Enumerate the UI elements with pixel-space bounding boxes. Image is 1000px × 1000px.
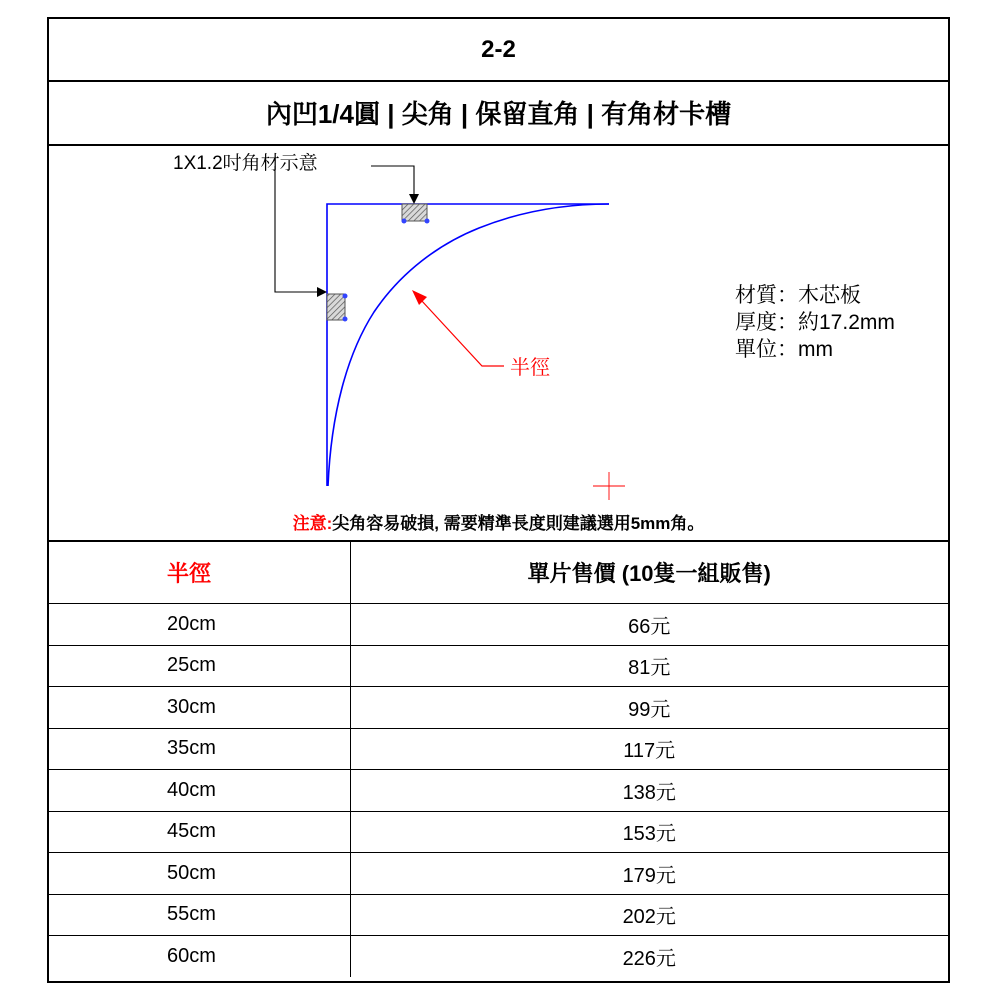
table-row: [49, 936, 948, 977]
price-cell: 66元: [350, 604, 948, 646]
table-row: [49, 770, 948, 812]
radius-leader: [421, 300, 504, 366]
page-title: 2-2: [49, 19, 948, 82]
radius-cell: 45cm: [49, 811, 350, 853]
table-row: [49, 604, 948, 646]
caution-text: 尖角容易破損, 需要精準長度則建議選用5mm角。: [332, 514, 705, 533]
radius-cell: 35cm: [49, 728, 350, 770]
strip-leader-top: [371, 166, 414, 196]
arrowhead: [412, 290, 427, 305]
radius-label: 半徑: [510, 357, 550, 379]
price-table: [49, 540, 948, 977]
price-cell: 226元: [350, 936, 948, 977]
price-cell: 99元: [350, 687, 948, 729]
price-cell: 179元: [350, 853, 948, 895]
table-row: [49, 894, 948, 936]
radius-cell: 50cm: [49, 853, 350, 895]
table-row: [49, 687, 948, 729]
unit-spec: 單位：mm: [735, 338, 833, 361]
concave-arc: [328, 204, 609, 486]
radius-cell: 20cm: [49, 604, 350, 646]
price-cell: 202元: [350, 894, 948, 936]
price-cell: 117元: [350, 728, 948, 770]
arrowhead: [317, 287, 327, 297]
radius-cell: 60cm: [49, 936, 350, 977]
caution-prefix: 注意:: [292, 514, 333, 533]
radius-cell: 40cm: [49, 770, 350, 812]
strip-label: 1X1.2吋角材示意: [173, 153, 318, 174]
table-header-row: [49, 541, 948, 604]
radius-cell: 55cm: [49, 894, 350, 936]
strip-leader-side: [275, 166, 317, 292]
cross-section-diagram: [49, 144, 948, 540]
header-radius: 半徑: [49, 541, 350, 604]
price-cell: 138元: [350, 770, 948, 812]
strip-dot: [343, 294, 348, 299]
radius-cell: 30cm: [49, 687, 350, 729]
outer-frame-line: [327, 204, 609, 486]
caution-note: [49, 509, 948, 534]
thickness-spec: 厚度：約17.2mm: [735, 311, 895, 334]
price-cell: 153元: [350, 811, 948, 853]
radius-cell: 25cm: [49, 645, 350, 687]
strip-dot: [343, 317, 348, 322]
diagram-canvas: [49, 144, 948, 540]
table-row: [49, 728, 948, 770]
material-spec: 材質：木芯板: [735, 284, 861, 307]
table-row: [49, 853, 948, 895]
strip-dot: [425, 219, 430, 224]
page-subtitle: 內凹1/4圓 | 尖角 | 保留直角 | 有角材卡槽: [49, 80, 948, 146]
strip-dot: [402, 219, 407, 224]
arrowhead: [409, 194, 419, 204]
table-row: [49, 645, 948, 687]
side-strip-section: [327, 294, 345, 320]
product-sheet: [47, 17, 950, 983]
table-row: [49, 811, 948, 853]
price-cell: 81元: [350, 645, 948, 687]
top-strip-section: [402, 204, 427, 221]
header-price: 單片售價 (10隻一組販售): [350, 541, 948, 604]
